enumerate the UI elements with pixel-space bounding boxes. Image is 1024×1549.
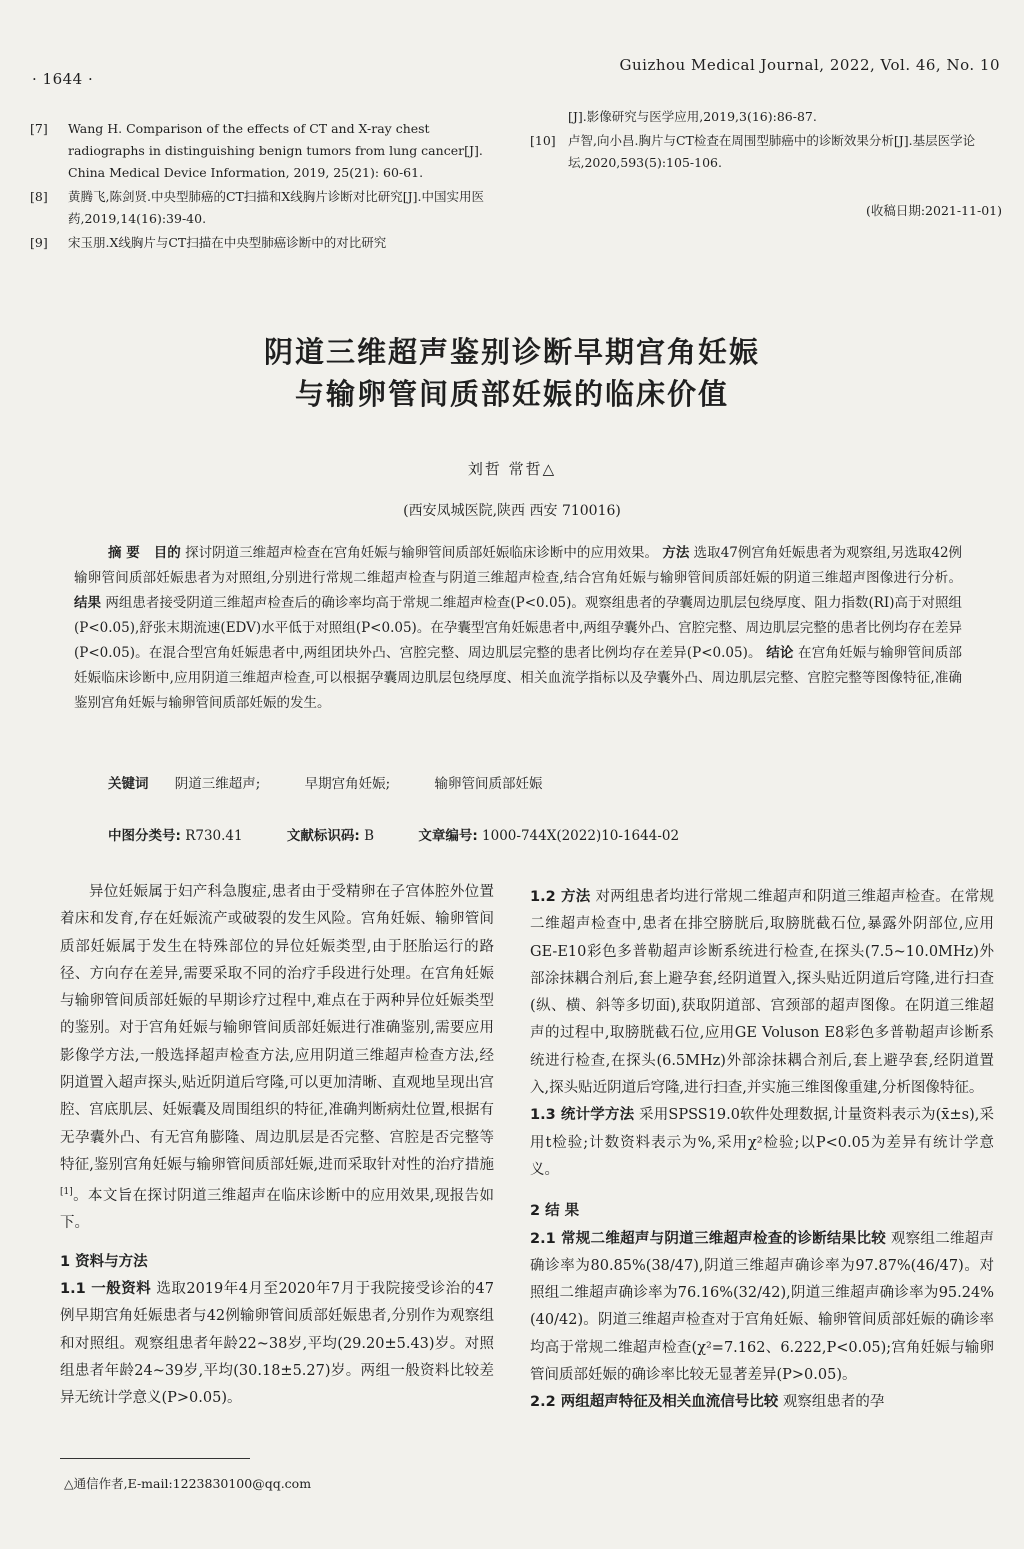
article-title-line1: 阴道三维超声鉴别诊断早期宫角妊娠: [263, 335, 760, 369]
section-1-title: 1 资料与方法: [60, 1253, 148, 1270]
section-2-title: 2 结 果: [530, 1203, 580, 1220]
reference-number: [10]: [530, 133, 556, 148]
clc-label: 中图分类号:: [108, 828, 181, 844]
objective-text: 探讨阴道三维超声检查在宫角妊娠与输卵管间质部妊娠临床诊断中的应用效果。: [185, 545, 659, 561]
authors: 刘哲 常哲△: [467, 460, 557, 478]
section-1-3: [530, 1102, 994, 1184]
objective-label: 目的: [153, 545, 181, 561]
section-1-1: [60, 1276, 494, 1412]
reference-text: Wang H. Comparison of the effects of CT and X-ray chest radiographs in distinguishing benign tumors from lung cancer[J]. China Medical Device Information, 2019, 25(21): 60-61.: [68, 121, 483, 180]
section-1-1-label: 1.1 一般资料: [60, 1280, 152, 1297]
section-1-2: [530, 884, 994, 1102]
section-2-1-label: 2.1 常规二维超声与阴道三维超声检查的诊断结果比较: [530, 1230, 886, 1247]
section-2-1: [530, 1226, 994, 1390]
results-text: 两组患者接受阴道三维超声检查后的确诊率均高于常规二维超声检查(P<0.05)。观察组患者的孕囊周边肌层包绕厚度、阻力指数(RI)高于对照组(P<0.05),舒张末期流速(EDV)水平低于对照组(P<0.05)。在孕囊型宫角妊娠患者中,两组孕囊外凸、宫腔完整、周边肌层完整的患者比例均存在差异(P<0.05)。在混合型宫角妊娠患者中,两组团块外凸、宫腔完整、周边肌层完整的患者比例均存在差异(P<0.05)。: [74, 595, 962, 661]
section-2-1-text: 观察组二维超声确诊率为80.85%(38/47),阴道三维超声确诊率为97.87%(46/47)。对照组二维超声确诊率为76.16%(32/42),阴道三维超声确诊率为95.24%(40/42)。阴道三维超声检查对于宫角妊娠、输卵管间质部妊娠的确诊率均高于常规二维超声检查(χ²=7.162、6.222,P<0.05);宫角妊娠与输卵管间质部妊娠的确诊率比较无显著差异(P>0.05)。: [530, 1230, 995, 1384]
section-1-2-text: 对两组患者均进行常规二维超声和阴道三维超声检查。在常规二维超声检查中,患者在排空膀胱后,取膀胱截石位,暴露外阴部位,应用GE-E10彩色多普勒超声诊断系统进行检查,在探头(7.5~10.0MHz)外部涂抹耦合剂后,套上避孕套,经阴道置入,探头贴近阴道后穹隆,进行扫查(纵、横、斜等多切面),获取阴道部、宫颈部的超声图像。在阴道三维超声的过程中,取膀胱截石位,应用GE Voluson E8彩色多普勒超声诊断系统进行检查,在探头(6.5MHz)外部涂抹耦合剂后,套上避孕套,经阴道置入,探头贴近阴道后穹隆,进行扫查,并实施三维图像重建,分析图像特征。: [530, 889, 995, 1097]
reference-item: [30, 186, 508, 230]
keyword-item: 输卵管间质部妊娠: [434, 776, 543, 792]
keywords: [108, 772, 543, 792]
keyword-item: 阴道三维超声;: [174, 776, 261, 792]
footnote: △通信作者,E-mail:1223830100@qq.com: [64, 1476, 312, 1491]
body-right-column: [530, 884, 994, 1417]
article-no-label: 文章编号:: [418, 828, 478, 844]
doc-id-value: B: [364, 828, 375, 844]
reference-text: [J].影像研究与医学应用,2019,3(16):86-87.: [568, 109, 817, 124]
reference-text: 宋玉朋.X线胸片与CT扫描在中央型肺癌诊断中的对比研究: [68, 235, 387, 250]
page-number: · 1644 ·: [32, 70, 94, 88]
reference-item: [530, 106, 1002, 128]
body-left-column: [60, 879, 494, 1412]
reference-item: [30, 232, 508, 254]
section-1-3-label: 1.3 统计学方法: [530, 1107, 635, 1124]
abstract: [74, 541, 962, 716]
received-date: (收稿日期:2021-11-01): [865, 203, 1002, 218]
methods-text: 选取47例宫角妊娠患者为观察组,另选取42例输卵管间质部妊娠患者为对照组,分别进行常规二维超声检查与阴道三维超声检查,结合宫角妊娠与输卵管间质部妊娠的阴道三维超声图像进行分析。: [74, 545, 963, 586]
references-right: [530, 106, 1002, 174]
reference-text: 黄腾飞,陈剑贤.中央型肺癌的CT扫描和X线胸片诊断对比研究[J].中国实用医药,2019,14(16):39-40.: [68, 189, 484, 226]
conclusion-label: 结论: [766, 645, 794, 661]
intro-text: 异位妊娠属于妇产科急腹症,患者由于受精卵在子宫体腔外位置着床和发育,存在妊娠流产或破裂的发生风险。宫角妊娠、输卵管间质部妊娠属于发生在特殊部位的异位妊娠类型,由于胚胎运行的路径、方向存在差异,需要采取不同的治疗手段进行处理。在宫角妊娠与输卵管间质部妊娠的早期诊疗过程中,难点在于两种异位妊娠类型的鉴别。对于宫角妊娠与输卵管间质部妊娠进行准确鉴别,需要应用影像学方法,一般选择超声检查方法,应用阴道三维超声检查方法,经阴道置入超声探头,贴近阴道后穹隆,可以更加清晰、直观地呈现出宫腔、宫底肌层、妊娠囊及周围组织的特征,准确判断病灶位置,根据有无孕囊外凸、有无宫角膨隆、周边肌层是否完整、宫腔是否完整等特征,鉴别宫角妊娠与输卵管间质部妊娠,进而采取针对性的治疗措施: [60, 884, 494, 1173]
section-1-3-text: 采用SPSS19.0软件处理数据,计量资料表示为(x̄±s),采用t检验;计数资料表示为%,采用χ²检验;以P<0.05为差异有统计学意义。: [530, 1107, 995, 1178]
reference-number: [8]: [30, 189, 48, 204]
section-2-2: [530, 1389, 994, 1416]
methods-label: 方法: [662, 545, 690, 561]
intro-end-text: 。本文旨在探讨阴道三维超声在临床诊断中的应用效果,现报告如下。: [60, 1188, 494, 1232]
section-2-2-label: 2.2 两组超声特征及相关血流信号比较: [530, 1394, 779, 1411]
keywords-label: 关键词: [108, 776, 149, 792]
doc-id-label: 文献标识码:: [286, 828, 360, 844]
reference-number: [9]: [30, 235, 48, 250]
affiliation: (西安凤城医院,陕西 西安 710016): [403, 503, 621, 519]
conclusion-text: 在宫角妊娠与输卵管间质部妊娠临床诊断中,应用阴道三维超声检查,可以根据孕囊周边肌层包绕厚度、相关血流学指标以及孕囊外凸、周边肌层完整、宫腔完整等图像特征,准确鉴别宫角妊娠与输卵管间质部妊娠的发生。: [74, 645, 963, 711]
reference-item: [530, 130, 1002, 174]
journal-header: Guizhou Medical Journal, 2022, Vol. 46, No. 10: [619, 56, 1000, 74]
section-1-2-label: 1.2 方法: [530, 889, 591, 905]
abstract-label: 摘 要: [108, 545, 140, 561]
keyword-item: 早期宫角妊娠;: [304, 776, 391, 792]
citation: [1]: [60, 1187, 73, 1198]
references-left: [30, 118, 508, 254]
section-1-1-text: 选取2019年4月至2020年7月于我院接受诊治的47例早期宫角妊娠患者与42例输卵管间质部妊娠患者,分别作为观察组和对照组。观察组患者年龄22~38岁,平均(29.20±5.43)岁。对照组患者年龄24~39岁,平均(30.18±5.27)岁。两组一般资料比较差异无统计学意义(P>0.05)。: [60, 1280, 495, 1407]
section-2-2-text: 观察组患者的孕: [782, 1394, 885, 1411]
intro-paragraph: [60, 879, 494, 1238]
results-label: 结果: [74, 595, 102, 611]
reference-item: [30, 118, 508, 184]
reference-number: [7]: [30, 121, 48, 136]
article-title-line2: 与输卵管间质部妊娠的临床价值: [294, 377, 729, 411]
classification: [108, 824, 679, 844]
article-no-value: 1000-744X(2022)10-1644-02: [482, 828, 680, 844]
reference-text: 卢智,向小昌.胸片与CT检查在周围型肺癌中的诊断效果分析[J].基层医学论坛,2020,593(5):105-106.: [568, 133, 976, 170]
footnote-rule: [60, 1458, 250, 1459]
clc-value: R730.41: [185, 828, 243, 844]
